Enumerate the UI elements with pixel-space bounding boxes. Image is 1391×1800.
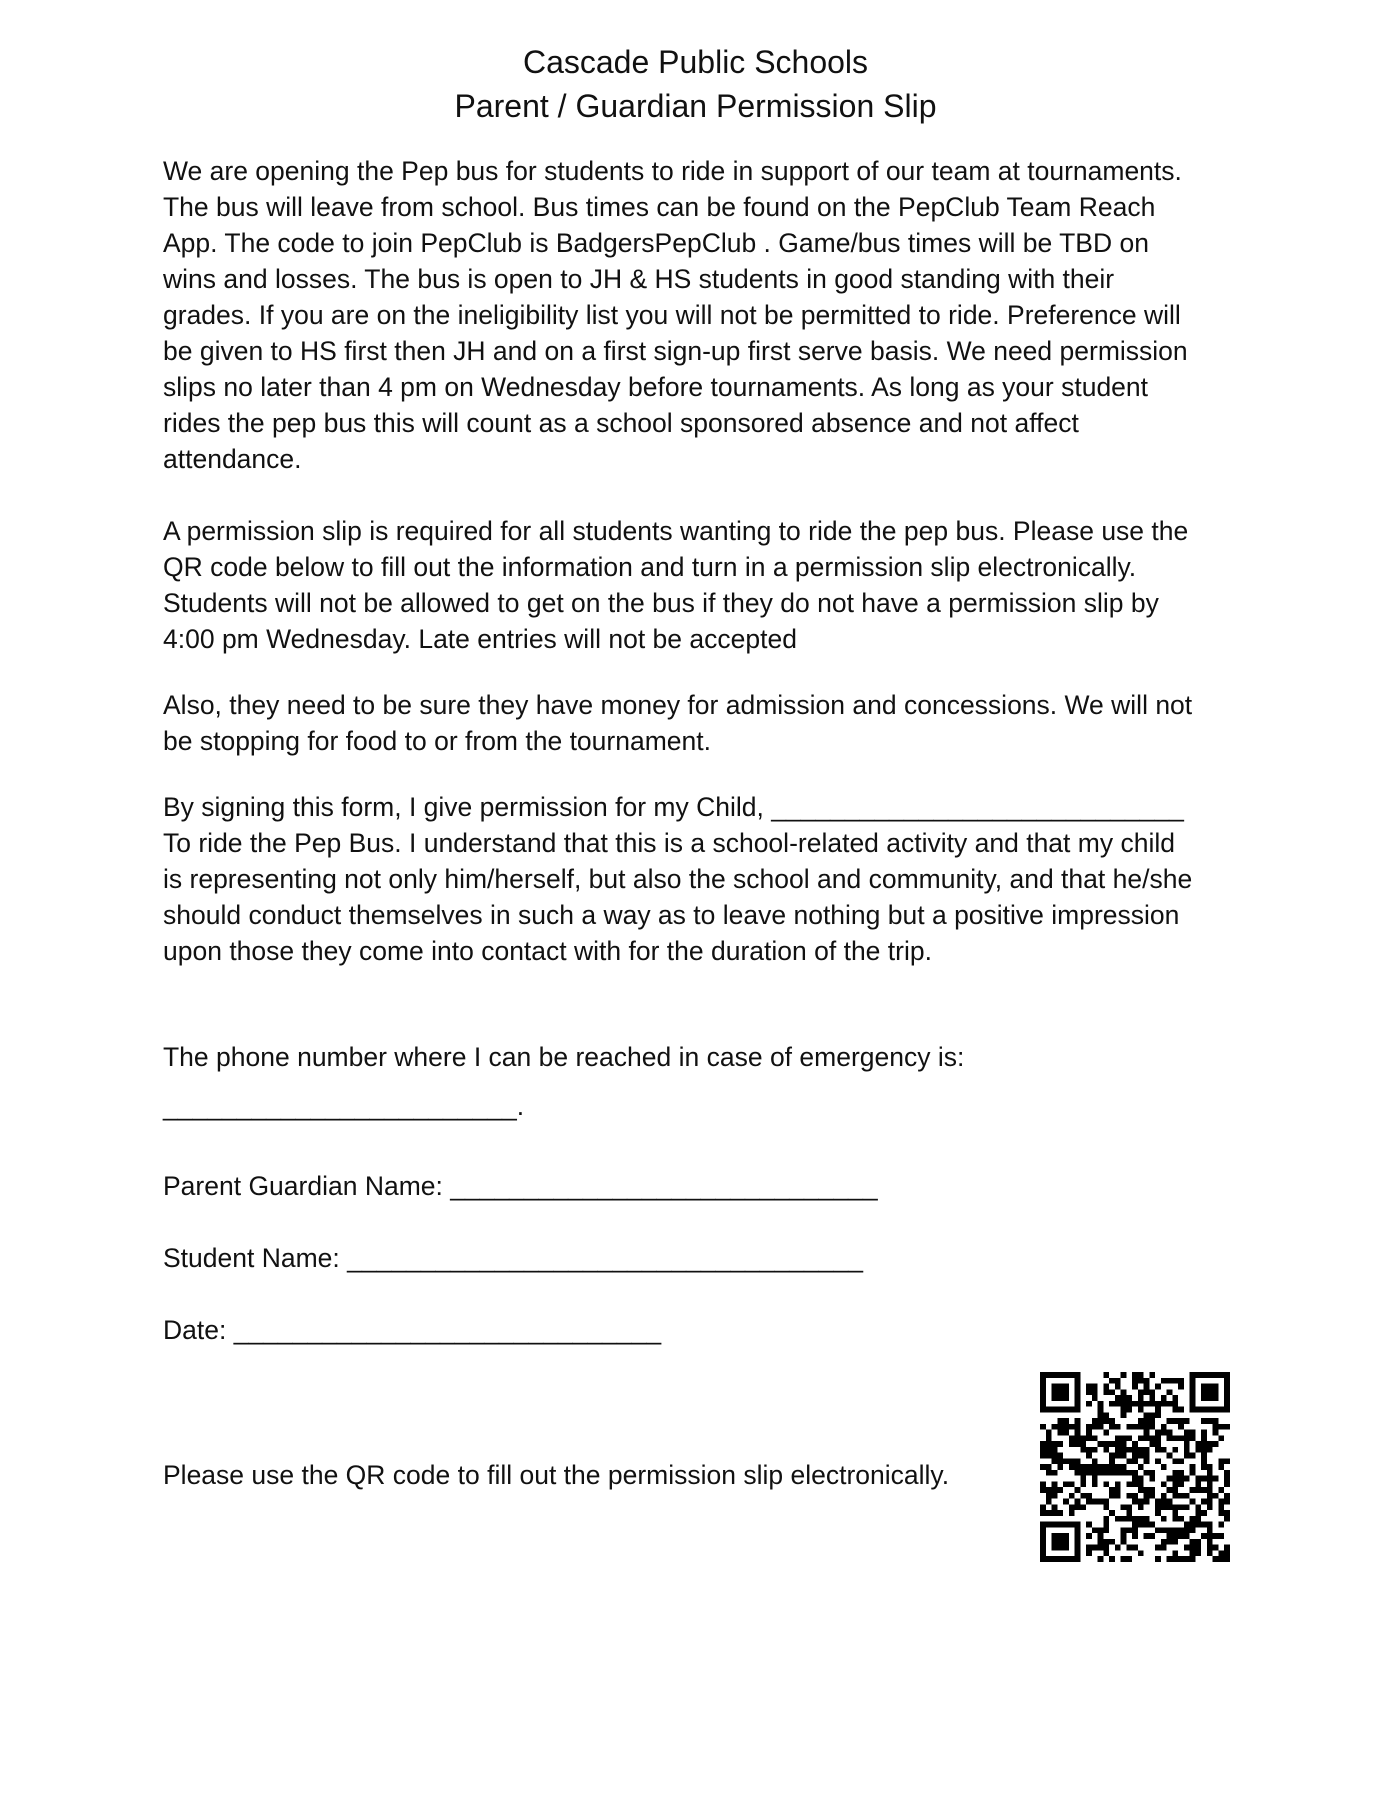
phone-statement: The phone number where I can be reached in case of emergency is: [163, 1042, 965, 1072]
parent-guardian-name-field: Parent Guardian Name: _____________________________ [163, 1171, 878, 1201]
document-header [0, 40, 1391, 128]
document-title: Parent / Guardian Permission Slip [454, 88, 937, 124]
school-name: Cascade Public Schools [522, 44, 869, 80]
consent-paragraph: By signing this form, I give permission for my Child, ____________________________ To ride the Pep Bus. I understand that this is a school-related activity and that my child is representing not only him/herself, but also the school and community, and that he/she should conduct themselves in such a way as to leave nothing but a positive impression upon those they come into contact with for the duration of the trip. [163, 792, 1193, 966]
date-field: Date: _____________________________ [163, 1315, 662, 1345]
student-name-field: Student Name: ___________________________________ [163, 1243, 863, 1273]
qr-instruction: Please use the QR code to fill out the permission slip electronically. [163, 1460, 950, 1490]
money-paragraph: Also, they need to be sure they have money for admission and concessions. We will not be stopping for food to or from the tournament. [163, 690, 1193, 756]
phone-blank: ________________________. [163, 1091, 525, 1121]
qr-code-icon[interactable] [1040, 1372, 1230, 1562]
intro-paragraph: We are opening the Pep bus for students to ride in support of our team at tournaments. The bus will leave from school. Bus times can be found on the PepClub Team Reach App. The code to join PepClub is BadgersPepClub . Game/bus times will be TBD on wins and losses. The bus is open to JH & HS students in good standing with their grades. If you are on the ineligibility list you will not be permitted to ride. Preference will be given to HS first then JH and on a first sign-up first serve basis. We need permission slips no later than 4 pm on Wednesday before tournaments. As long as your student rides the pep bus this will count as a school sponsored absence and not affect attendance. [163, 156, 1188, 474]
requirement-paragraph: A permission slip is required for all students wanting to ride the pep bus. Please use the QR code below to fill out the information and turn in a permission slip electronically. Students will not be allowed to get on the bus if they do not have a permission slip by 4:00 pm Wednesday. Late entries will not be accepted [163, 516, 1189, 654]
